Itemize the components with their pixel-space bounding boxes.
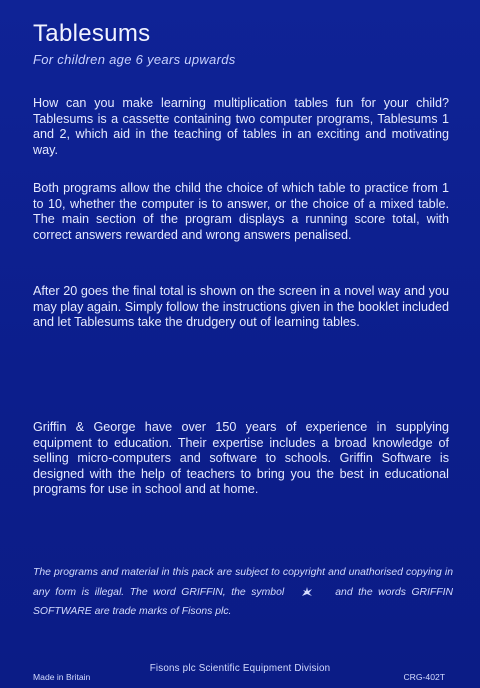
product-code: CRG-402T xyxy=(403,672,445,682)
copyright-notice xyxy=(33,563,453,622)
page-title: Tablesums xyxy=(33,20,151,47)
copyright-text-start: The programs and material in this pack are subject to copyright and unathorised copying in any form is illegal. The word GRIFFIN, the symbol xyxy=(33,567,453,598)
company-paragraph: Griffin & George have over 150 years of experience in supplying equipment to education. Their expertise includes a broad knowledge of selling micro-computers and software to schools. Griffin Software is designed with the help of teachers to bring you the best in educational programs for use in school and at home. xyxy=(33,420,449,497)
age-subtitle: For children age 6 years upwards xyxy=(33,52,236,67)
programs-paragraph: Both programs allow the child the choice of which table to practice from 1 to 10, whether the computer is to answer, or the choice of a mixed table. The main section of the program displays a running score total, with correct answers rewarded and wrong answers penalised. xyxy=(33,181,449,242)
intro-paragraph: How can you make learning multiplication tables fun for your child? Tablesums is a cassette containing two computer programs, Tablesums 1 and 2, which aid in the teaching of tables in an exciting and motivating way. xyxy=(33,96,449,157)
final-total-paragraph: After 20 goes the final total is shown on the screen in a novel way and you may play again. Simply follow the instructions given in the booklet included and let Tablesums take the drudgery out of learning tables. xyxy=(33,284,449,330)
copyright-text-end: and the words GRIFFIN SOFTWARE are trade marks of Fisons plc. xyxy=(33,586,453,617)
griffin-logo-icon xyxy=(300,586,314,598)
made-in-label: Made in Britain xyxy=(33,672,91,682)
division-name: Fisons plc Scientific Equipment Division xyxy=(149,663,331,674)
